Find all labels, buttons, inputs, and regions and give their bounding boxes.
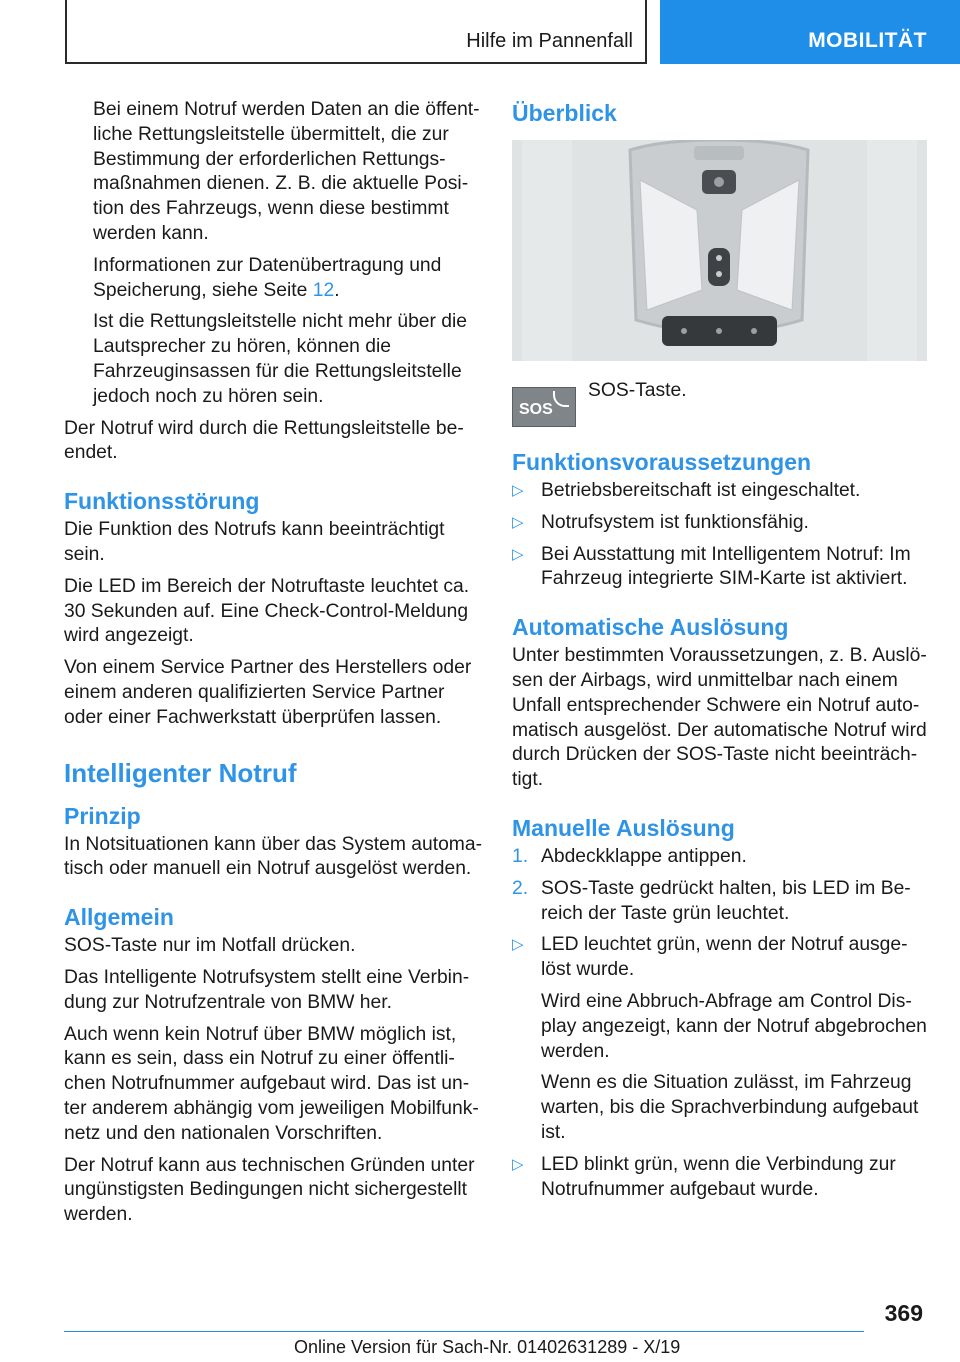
page-link[interactable]: 12 — [312, 279, 335, 301]
heading-allgemein: Allgemein — [64, 904, 174, 931]
heading-ueberblick: Überblick — [512, 100, 617, 126]
paragraph: Der Notruf kann aus technischen Gründen unter ungünstigsten Bedingungen nicht sichergestellt werden. — [64, 1154, 475, 1226]
paragraph: Der Notruf wird durch die Rettungsleitstelle beendet. — [64, 417, 464, 464]
paragraph: Informationen zur Datenübertragung und Speicherung, siehe Seite 12. — [93, 254, 442, 301]
triangle-bullet-icon: ▷ — [512, 545, 524, 563]
paragraph: Wenn es die Situation zulässt, im Fahrzeug warten, bis die Sprachverbindung aufgebaut ist. — [541, 1072, 919, 1143]
paragraph: Von einem Service Partner des Herstellers oder einem anderen qualifizierten Service Partner oder einer Fachwerkstatt überprüfen lassen. — [64, 657, 472, 728]
header-section-tab — [660, 0, 960, 64]
paragraph: Die Funktion des Notrufs kann beeinträchtigt sein. — [64, 519, 445, 565]
sos-caption: SOS-Taste. — [588, 380, 687, 401]
footer-divider — [64, 1331, 864, 1332]
result-list — [512, 1153, 930, 1203]
paragraph: Die LED im Bereich der Notruftaste leuchtet ca. 30 Sekunden auf. Eine Check-Control-Meldung wird angezeigt. — [64, 575, 470, 647]
paragraph: Bei einem Notruf werden Daten an die öffentliche Rettungsleitstelle übermittelt, die zur Bestimmung der erforderlichen Rettungsmaßnahmen dienen. Z. B. die aktuelle Position des Fahrzeugs, wenn diese bestimmt werden kann. — [93, 99, 480, 244]
paragraph: Das Intelligente Notrufsystem stellt eine Verbindung zur Notrufzentrale von BMW her. — [64, 966, 470, 1013]
chapter-title: Hilfe im Pannenfall — [466, 30, 633, 52]
triangle-bullet-icon: ▷ — [512, 513, 524, 531]
overhead-console-illustration — [512, 140, 927, 361]
triangle-bullet-icon: ▷ — [512, 936, 524, 954]
list-item: 2. SOS-Taste gedrückt halten, bis LED im Bereich der Taste grün leuchtet. — [512, 877, 911, 924]
triangle-bullet-icon: ▷ — [512, 1155, 524, 1173]
steps-list — [512, 845, 930, 926]
sos-legend — [512, 379, 930, 427]
list-item: ▷ Bei Ausstattung mit Intelligentem Notruf: Im Fahrzeug integrierte SIM-Karte ist aktiviert. — [512, 543, 911, 590]
list-item: ▷ LED leuchtet grün, wenn der Notruf ausgelöst wurde. — [512, 934, 908, 981]
heading-automatische-ausloesung: Automatische Auslösung — [512, 614, 789, 641]
paragraph: Ist die Rettungsleitstelle nicht mehr über die Lautsprecher zu hören, können die Fahrzeuginsassen für die Rettungsleitstelle jedoch noch zu hören sein. — [93, 311, 468, 407]
list-item: ▷ Notrufsystem ist funktionsfähig. — [512, 511, 930, 536]
list-item: ▷ Betriebsbereitschaft ist eingeschaltet. — [512, 479, 930, 504]
left-column — [64, 98, 482, 1235]
overhead-console-photo — [512, 140, 927, 361]
paragraph: In Notsituationen kann über das System automatisch oder manuell ein Notruf ausgelöst werden. — [64, 833, 482, 880]
paragraph: Unter bestimmten Voraussetzungen, z. B. Auslösen der Airbags, wird unmittelbar nach einem Unfall entsprechender Schwere ein Notruf automatisch ausgelöst. Der automatische Notruf wird durch Drücken der SOS-Taste nicht beeinträchtigt. — [512, 645, 927, 791]
sos-button-icon: SOS — [512, 387, 576, 427]
heading-manuelle-ausloesung: Manuelle Auslösung — [512, 814, 735, 841]
paragraph: SOS-Taste nur im Notfall drücken. — [64, 935, 356, 957]
heading-funktionsvoraussetzungen: Funktionsvoraussetzungen — [512, 449, 812, 475]
triangle-bullet-icon: ▷ — [512, 482, 524, 499]
result-list — [512, 933, 930, 983]
heading-prinzip: Prinzip — [64, 802, 141, 829]
right-column — [512, 98, 930, 1209]
requirements-list — [512, 479, 930, 592]
page-number: 369 — [884, 1300, 923, 1326]
heading-intelligenter-notruf: Intelligenter Notruf — [64, 757, 297, 788]
paragraph: Auch wenn kein Notruf über BMW möglich ist, kann es sein, dass ein Notruf zu einer öffentlichen Notrufnummer aufgebaut wird. Das ist unter anderem abhängig vom jeweiligen Mobilfunknetz und den nationalen Vorschriften. — [64, 1023, 479, 1144]
heading-funktionsstoerung: Funktionsstörung — [64, 488, 260, 515]
footer-text: Online Version für Sach-Nr. 01402631289 - X/19 — [294, 1337, 681, 1357]
list-item: ▷ LED blinkt grün, wenn die Verbindung zur Notrufnummer aufgebaut wurde. — [512, 1153, 896, 1200]
header-chapter-tab — [65, 0, 647, 64]
section-title: MOBILITÄT — [808, 29, 927, 52]
list-item: 1. Abdeckklappe antippen. — [512, 845, 747, 867]
paragraph: Wird eine Abbruch-Abfrage am Control Display angezeigt, kann der Notruf abgebrochen werden. — [541, 990, 927, 1062]
